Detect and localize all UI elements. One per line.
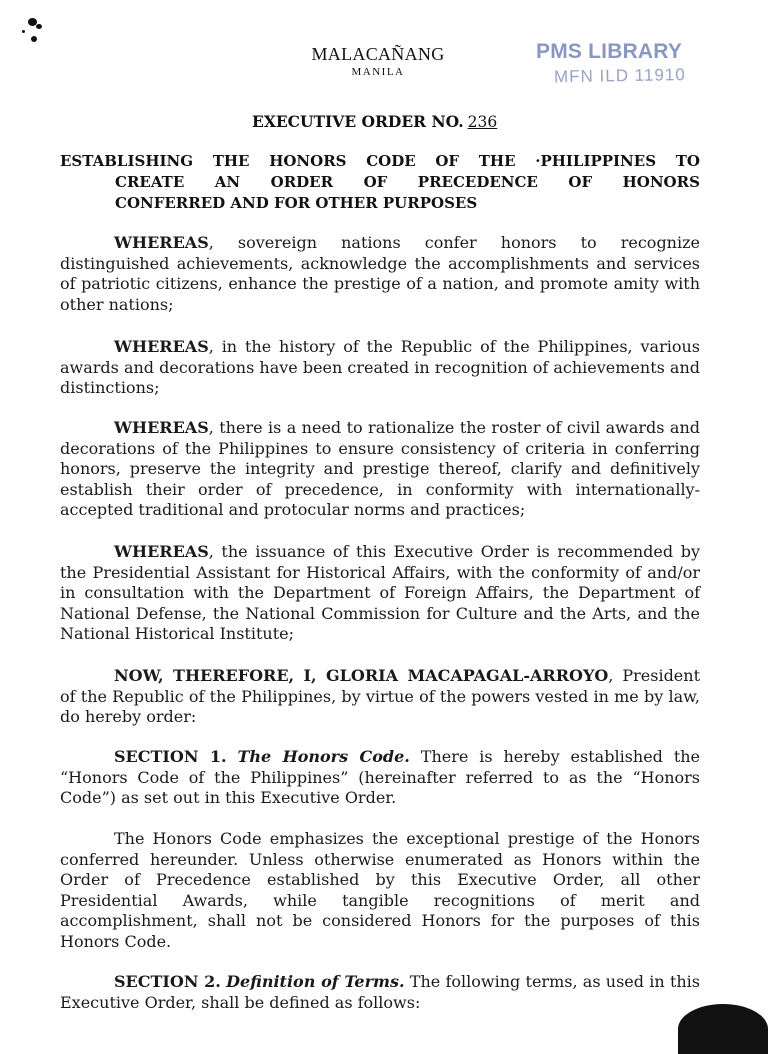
title-word: OF — [363, 173, 388, 191]
now-therefore-text: , President of the Republic of the Philippines, by virtue of the powers vested in me by law, do hereby order: — [60, 666, 701, 727]
whereas-paragraph-4 — [60, 542, 700, 645]
whereas-paragraph-3 — [60, 418, 700, 521]
stamp-note: MFN ILD 11910 — [553, 65, 686, 87]
city-name: MANILA — [351, 66, 405, 78]
section-1-text: There is hereby established the “Honors Code of the Philippines” (hereinafter referred to as the “Honors Code”) as set out in this Executive Order. — [60, 747, 701, 808]
honors-code-text: The Honors Code emphasizes the exceptional prestige of the Honors conferred hereunder. Unless otherwise enumerated as Honors within the Order of Precedence established by this Executive Order, all other Presidential Awards, while tangible recognitions of merit and accomplishment, shall not be considered Honors for the purposes of this Honors Code. — [60, 829, 700, 951]
scan-blot — [31, 36, 37, 42]
stamp-title: PMS LIBRARY — [536, 40, 683, 63]
title-word: CREATE — [115, 173, 185, 191]
title-word: ESTABLISHING — [60, 152, 194, 170]
section-1 — [60, 747, 700, 809]
whereas-paragraph-2 — [60, 337, 700, 399]
whereas-lead: WHEREAS — [114, 233, 209, 252]
document-title — [60, 151, 700, 214]
title-word: OF — [568, 173, 593, 191]
whereas-lead: WHEREAS — [114, 337, 209, 356]
whereas-text: , sovereign nations confer honors to recognize distinguished achievements, acknowledge the accomplishments and services of patriotic citizens, enhance the prestige of a nation, and promote amity with other nations; — [60, 233, 700, 314]
order-label: EXECUTIVE ORDER NO. — [252, 112, 464, 131]
scan-shadow — [678, 1004, 768, 1054]
section-2 — [60, 972, 700, 1013]
title-word: TO — [675, 152, 700, 170]
whereas-lead: WHEREAS — [114, 418, 209, 437]
seat-name: MALACAÑANG — [311, 44, 445, 64]
library-stamp — [536, 40, 706, 86]
title-line-3 — [60, 193, 700, 214]
order-number — [252, 112, 497, 131]
title-line-1 — [60, 151, 700, 172]
title-word: AN — [214, 173, 241, 191]
letterhead — [300, 44, 456, 78]
title-word: THE — [212, 152, 250, 170]
section-2-title: Definition of Terms. — [226, 972, 405, 991]
title-word: ORDER — [270, 173, 334, 191]
title-word: HONORS — [622, 173, 700, 191]
title-word: HONORS — [269, 152, 347, 170]
whereas-text: , the issuance of this Executive Order is recommended by the Presidential Assistant for Historical Affairs, with the conformity of and/or in consultation with the Department of Foreign Affairs, the Department of National Defense, the National Commission for Culture and the Arts, and the National Historical Institute; — [60, 542, 700, 644]
section-2-label: SECTION 2. — [114, 972, 221, 991]
section-1-title: The Honors Code. — [237, 747, 410, 766]
whereas-text: , there is a need to rationalize the roster of civil awards and decorations of the Philippines to ensure consistency of criteria in conferring honors, preserve the integrity and prestige thereof, clarify and definitively establish their order of precedence, in conformity with internationally-accepted traditional and protocular norms and practices; — [60, 418, 700, 520]
title-line-2 — [60, 172, 700, 193]
order-num: 236 — [467, 113, 498, 131]
whereas-lead: WHEREAS — [114, 542, 209, 561]
title-word: THE — [478, 152, 516, 170]
honors-code-paragraph — [60, 829, 700, 953]
section-2-text: The following terms, as used in this Executive Order, shall be defined as follows: — [60, 972, 701, 1012]
whereas-paragraph-1 — [60, 233, 700, 315]
president-lead: NOW, THEREFORE, I, GLORIA MACAPAGAL-ARROYO — [114, 666, 609, 685]
title-word: ·PHILIPPINES — [535, 152, 657, 170]
title-word: PRECEDENCE — [417, 173, 538, 191]
scan-blot — [36, 24, 42, 29]
now-therefore-paragraph — [60, 666, 700, 728]
title-word: CODE — [366, 152, 416, 170]
title-word: CONFERRED AND FOR OTHER PURPOSES — [115, 194, 478, 212]
title-word: OF — [435, 152, 460, 170]
scan-blot — [22, 30, 25, 33]
section-1-label: SECTION 1. — [114, 747, 227, 766]
whereas-text: , in the history of the Republic of the Philippines, various awards and decorations have been created in recognition of achievements and distinctions; — [60, 337, 701, 398]
